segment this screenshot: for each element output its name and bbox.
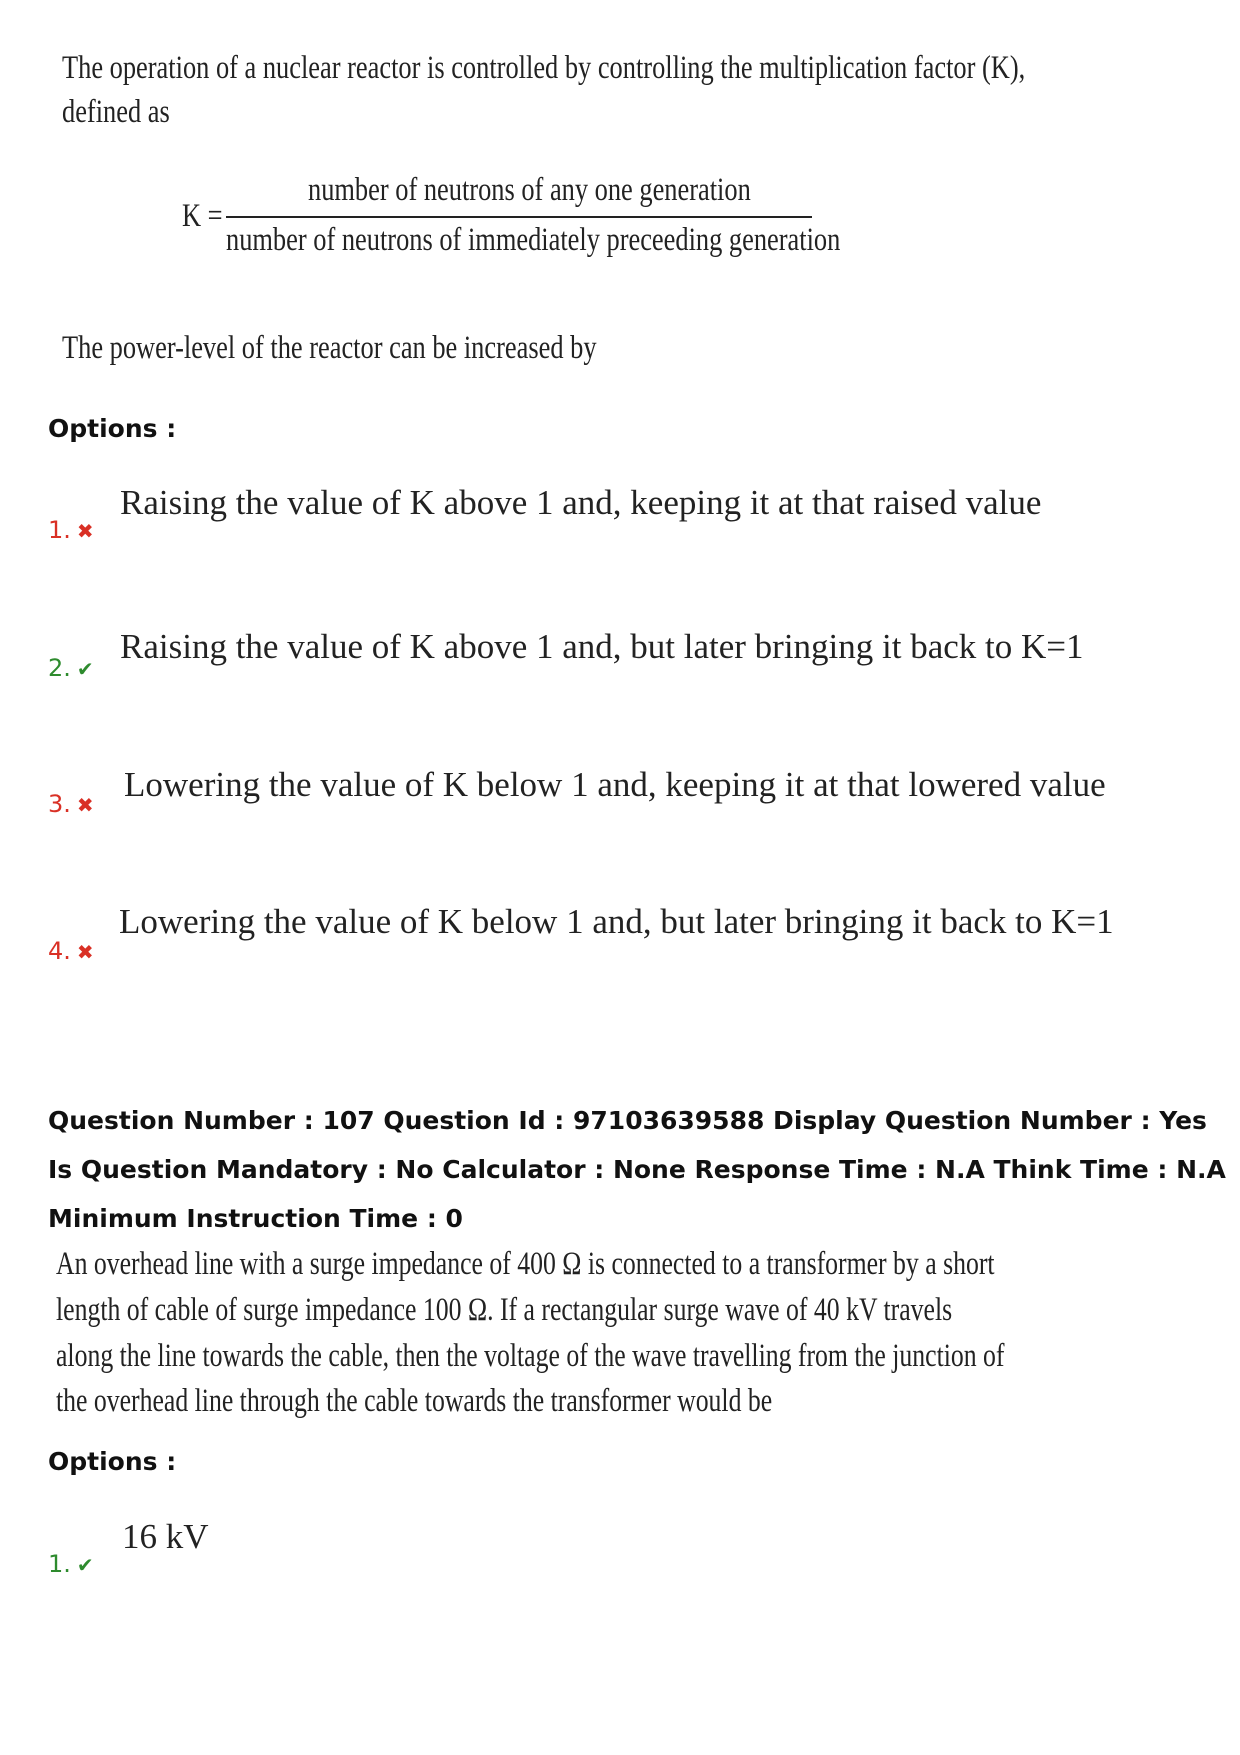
check-icon: ✔ [76, 1553, 94, 1577]
option-4-text[interactable]: Lowering the value of K below 1 and, but later bringing it back to K=1 [119, 902, 1114, 941]
option-4-number: 4. ✖ [48, 937, 94, 965]
option-3-text[interactable]: Lowering the value of K below 1 and, keeping it at that lowered value [124, 765, 1106, 804]
option-3-number: 3. ✖ [48, 790, 94, 818]
wrong-icon: ✖ [76, 940, 94, 964]
question-prompt: The power-level of the reactor can be increased by [62, 330, 597, 366]
options-label: Options : [48, 414, 177, 443]
question-body-line-3: along the line towards the cable, then the voltage of the wave travelling from the junction of [56, 1338, 1005, 1374]
option-2-number: 2. ✔ [48, 654, 94, 682]
wrong-icon: ✖ [76, 793, 94, 817]
question-intro-line-1: The operation of a nuclear reactor is controlled by controlling the multiplication factor (K), [62, 50, 1026, 86]
question-body-line-2: length of cable of surge impedance 100 Ω. If a rectangular surge wave of 40 kV travels [56, 1292, 953, 1328]
option-1-number: 1. ✖ [48, 516, 94, 544]
question-meta: Question Number : 107 Question Id : 97103639588 Display Question Number : Yes Is Question Mandatory : No Calculator : None Response Time : N.A Think Time : N.A Minimum Instruction Time : 0 [48, 1106, 1226, 1233]
question-body-line-1: An overhead line with a surge impedance of 400 Ω is connected to a transformer by a short [56, 1246, 995, 1282]
wrong-icon: ✖ [76, 519, 94, 543]
question-body-line-4: the overhead line through the cable towards the transformer would be [56, 1383, 773, 1419]
options-label: Options : [48, 1447, 177, 1476]
option-1-number: 1. ✔ [48, 1550, 94, 1578]
option-1-text[interactable]: Raising the value of K above 1 and, keeping it at that raised value [120, 483, 1042, 522]
check-icon: ✔ [76, 657, 94, 681]
formula-numerator: number of neutrons of any one generation [308, 172, 751, 208]
option-1-text[interactable]: 16 kV [122, 1517, 209, 1556]
formula-denominator: number of neutrons of immediately preceeding generation [226, 222, 841, 258]
question-intro-line-2: defined as [62, 94, 170, 130]
option-2-text[interactable]: Raising the value of K above 1 and, but later bringing it back to K=1 [120, 627, 1084, 666]
fraction-bar [226, 216, 812, 218]
formula-lhs: K = [182, 198, 223, 234]
